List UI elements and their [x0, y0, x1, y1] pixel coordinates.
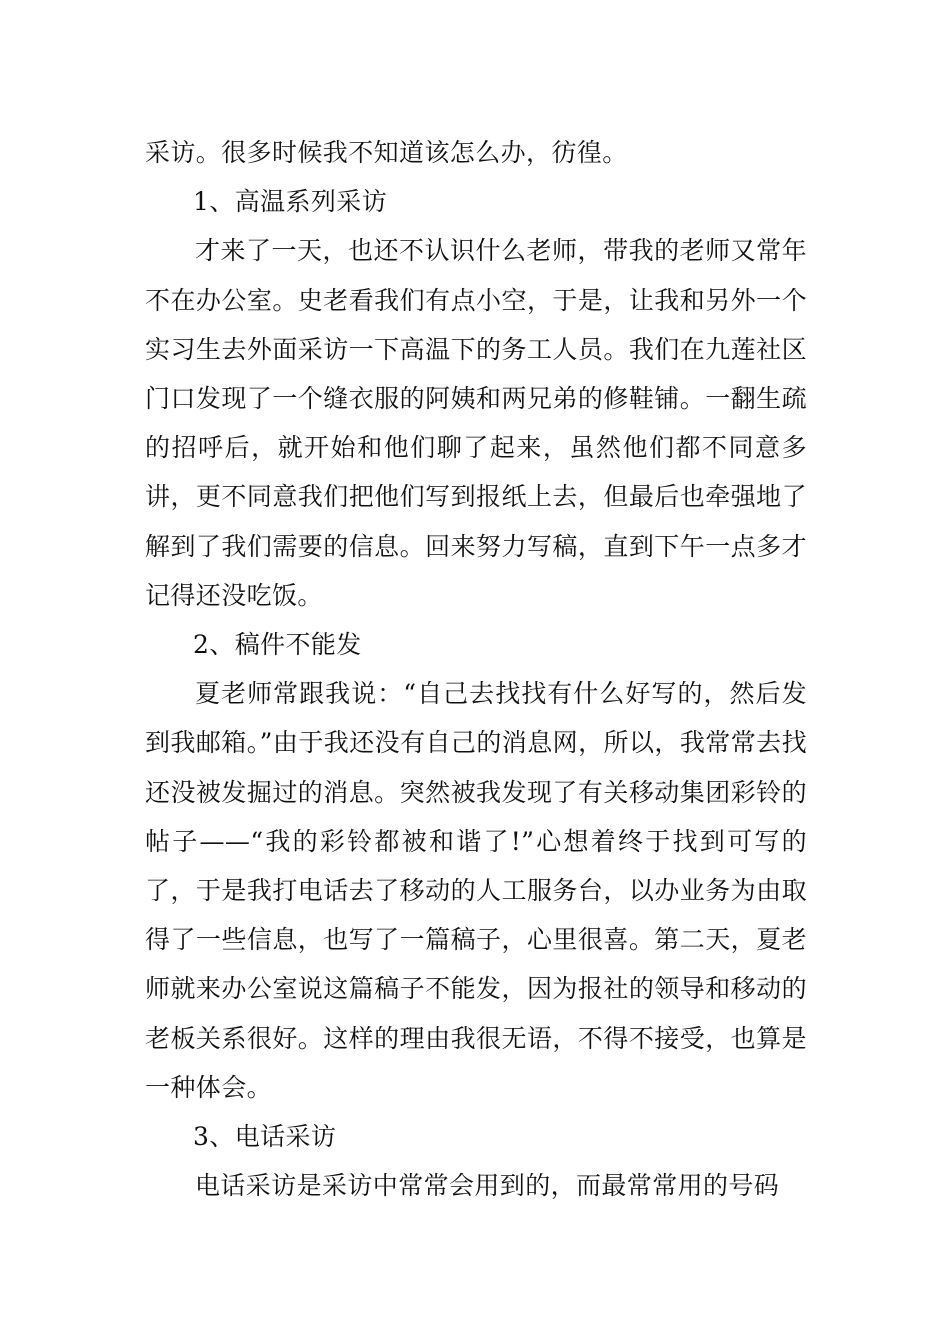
section-heading-3: 3、电话采访	[193, 1122, 337, 1152]
section-heading-1: 1、高温系列采访	[193, 187, 388, 217]
paragraph-phone-interview: 电话采访是采访中常常会用到的，而最常常用的号码	[195, 1171, 780, 1201]
section-heading-2: 2、稿件不能发	[193, 630, 362, 660]
document-body	[145, 128, 807, 1210]
paragraph-continuation: 采访。很多时候我不知道该怎么办，彷徨。	[145, 138, 628, 167]
paragraph-high-temperature-interview: 才来了一天，也还不认识什么老师，带我的老师又常年不在办公室。史老看我们有点小空，于是，让我和另外一个实习生去外面采访一下高温下的务工人员。我们在九莲社区门口发现了一个缝衣服的阿姨和两兄弟的修鞋铺。一翻生疏的招呼后，就开始和他们聊了起来，虽然他们都不同意多讲，更不同意我们把他们写到报纸上去，但最后也牵强地了解到了我们需要的信息。回来努力写稿，直到下午一点多才记得还没吃饭。	[145, 236, 807, 610]
paragraph-article-not-published: 夏老师常跟我说：“自己去找找有什么好写的，然后发到我邮箱。”由于我还没有自己的消息网，所以，我常常去找还没被发掘过的消息。突然被我发现了有关移动集团彩铃的帖子——“我的彩铃都被和谐了!”心想着终于找到可写的了，于是我打电话去了移动的人工服务台，以办业务为由取得了一些信息，也写了一篇稿子，心里很喜。第二天，夏老师就来办公室说这篇稿子不能发，因为报社的领导和移动的老板关系很好。这样的理由我很无语，不得不接受，也算是一种体会。	[145, 679, 807, 1102]
